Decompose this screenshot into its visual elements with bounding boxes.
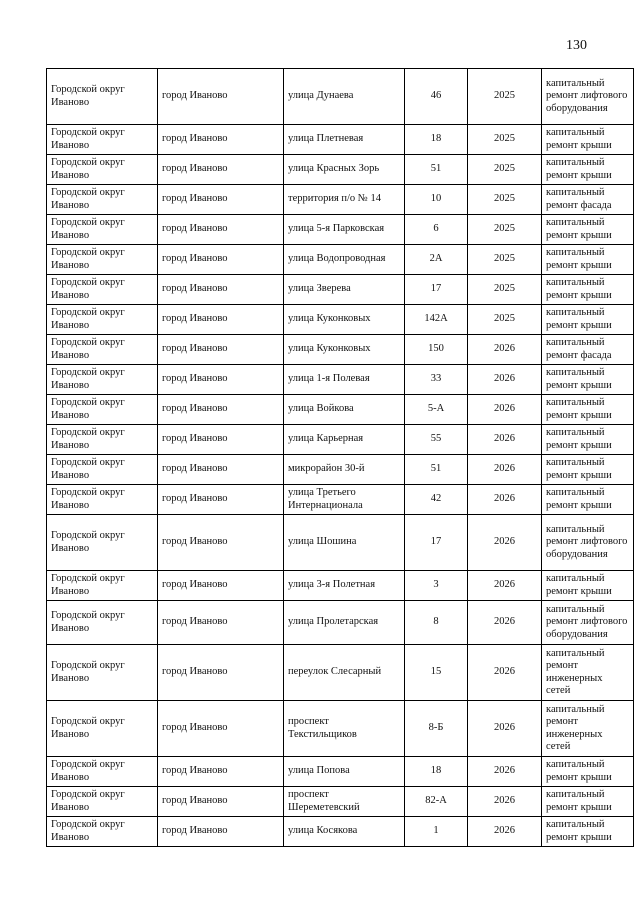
table-row [47, 125, 634, 155]
municipality-cell: Городской округ Иваново [47, 245, 158, 275]
house-number-cell: 18 [405, 125, 468, 155]
house-number-cell: 17 [405, 515, 468, 571]
table-row [47, 485, 634, 515]
municipality-cell: Городской округ Иваново [47, 335, 158, 365]
street-cell: проспект Шереметевский [284, 787, 405, 817]
municipality-cell: Городской округ Иваново [47, 571, 158, 601]
year-cell: 2026 [468, 455, 542, 485]
year-cell: 2026 [468, 645, 542, 701]
house-number-cell: 150 [405, 335, 468, 365]
table-row [47, 69, 634, 125]
municipality-cell: Городской округ Иваново [47, 455, 158, 485]
locality-cell: город Иваново [158, 425, 284, 455]
street-cell: проспект Текстильщиков [284, 701, 405, 757]
street-cell: улица Водопроводная [284, 245, 405, 275]
table-row [47, 701, 634, 757]
house-number-cell: 8 [405, 601, 468, 645]
year-cell: 2026 [468, 365, 542, 395]
table-row [47, 395, 634, 425]
table-row [47, 515, 634, 571]
year-cell: 2025 [468, 125, 542, 155]
house-number-cell: 55 [405, 425, 468, 455]
house-number-cell: 42 [405, 485, 468, 515]
work-type-cell: капитальный ремонт лифтового оборудования [542, 601, 634, 645]
house-number-cell: 51 [405, 455, 468, 485]
work-type-cell: капитальный ремонт крыши [542, 275, 634, 305]
work-type-cell: капитальный ремонт крыши [542, 485, 634, 515]
locality-cell: город Иваново [158, 395, 284, 425]
work-type-cell: капитальный ремонт крыши [542, 787, 634, 817]
municipality-cell: Городской округ Иваново [47, 305, 158, 335]
year-cell: 2026 [468, 571, 542, 601]
locality-cell: город Иваново [158, 245, 284, 275]
house-number-cell: 1 [405, 817, 468, 847]
year-cell: 2026 [468, 335, 542, 365]
year-cell: 2025 [468, 305, 542, 335]
municipality-cell: Городской округ Иваново [47, 365, 158, 395]
work-type-cell: капитальный ремонт фасада [542, 185, 634, 215]
municipality-cell: Городской округ Иваново [47, 425, 158, 455]
municipality-cell: Городской округ Иваново [47, 817, 158, 847]
work-type-cell: капитальный ремонт крыши [542, 571, 634, 601]
work-type-cell: капитальный ремонт крыши [542, 757, 634, 787]
year-cell: 2025 [468, 155, 542, 185]
page-number: 130 [566, 38, 587, 53]
street-cell: переулок Слесарный [284, 645, 405, 701]
street-cell: улица Шошина [284, 515, 405, 571]
table-row [47, 757, 634, 787]
table-row [47, 571, 634, 601]
house-number-cell: 142А [405, 305, 468, 335]
house-number-cell: 8-Б [405, 701, 468, 757]
municipality-cell: Городской округ Иваново [47, 787, 158, 817]
table-row [47, 245, 634, 275]
work-type-cell: капитальный ремонт лифтового оборудования [542, 515, 634, 571]
year-cell: 2025 [468, 245, 542, 275]
street-cell: микрорайон 30-й [284, 455, 405, 485]
house-number-cell: 3 [405, 571, 468, 601]
year-cell: 2026 [468, 425, 542, 455]
year-cell: 2026 [468, 701, 542, 757]
street-cell: улица Попова [284, 757, 405, 787]
locality-cell: город Иваново [158, 275, 284, 305]
locality-cell: город Иваново [158, 155, 284, 185]
table-row [47, 787, 634, 817]
locality-cell: город Иваново [158, 305, 284, 335]
table-row [47, 425, 634, 455]
table-row [47, 185, 634, 215]
locality-cell: город Иваново [158, 817, 284, 847]
work-type-cell: капитальный ремонт крыши [542, 215, 634, 245]
municipality-cell: Городской округ Иваново [47, 515, 158, 571]
table-row [47, 455, 634, 485]
house-number-cell: 6 [405, 215, 468, 245]
table-row [47, 365, 634, 395]
street-cell: улица Дунаева [284, 69, 405, 125]
street-cell: улица Куконковых [284, 305, 405, 335]
table-row [47, 215, 634, 245]
locality-cell: город Иваново [158, 125, 284, 155]
street-cell: улица Зверева [284, 275, 405, 305]
street-cell: улица Косякова [284, 817, 405, 847]
street-cell: улица 5-я Парковская [284, 215, 405, 245]
street-cell: улица Плетневая [284, 125, 405, 155]
work-type-cell: капитальный ремонт инженерных сетей [542, 645, 634, 701]
year-cell: 2026 [468, 601, 542, 645]
house-number-cell: 17 [405, 275, 468, 305]
table-row [47, 601, 634, 645]
table-row [47, 335, 634, 365]
house-number-cell: 2А [405, 245, 468, 275]
work-type-cell: капитальный ремонт крыши [542, 125, 634, 155]
house-number-cell: 46 [405, 69, 468, 125]
municipality-cell: Городской округ Иваново [47, 645, 158, 701]
year-cell: 2025 [468, 69, 542, 125]
year-cell: 2026 [468, 787, 542, 817]
municipality-cell: Городской округ Иваново [47, 185, 158, 215]
house-number-cell: 82-А [405, 787, 468, 817]
municipality-cell: Городской округ Иваново [47, 485, 158, 515]
year-cell: 2026 [468, 757, 542, 787]
work-type-cell: капитальный ремонт крыши [542, 245, 634, 275]
year-cell: 2026 [468, 395, 542, 425]
year-cell: 2026 [468, 515, 542, 571]
table-row [47, 817, 634, 847]
locality-cell: город Иваново [158, 701, 284, 757]
street-cell: улица Карьерная [284, 425, 405, 455]
house-number-cell: 5-А [405, 395, 468, 425]
table-row [47, 305, 634, 335]
municipality-cell: Городской округ Иваново [47, 155, 158, 185]
locality-cell: город Иваново [158, 455, 284, 485]
street-cell: улица Третьего Интернационала [284, 485, 405, 515]
locality-cell: город Иваново [158, 215, 284, 245]
municipality-cell: Городской округ Иваново [47, 395, 158, 425]
locality-cell: город Иваново [158, 787, 284, 817]
work-type-cell: капитальный ремонт крыши [542, 305, 634, 335]
year-cell: 2025 [468, 275, 542, 305]
locality-cell: город Иваново [158, 69, 284, 125]
work-type-cell: капитальный ремонт крыши [542, 365, 634, 395]
street-cell: улица 1-я Полевая [284, 365, 405, 395]
locality-cell: город Иваново [158, 571, 284, 601]
work-type-cell: капитальный ремонт фасада [542, 335, 634, 365]
work-type-cell: капитальный ремонт крыши [542, 455, 634, 485]
street-cell: территория п/о № 14 [284, 185, 405, 215]
locality-cell: город Иваново [158, 757, 284, 787]
locality-cell: город Иваново [158, 365, 284, 395]
table-row [47, 155, 634, 185]
work-type-cell: капитальный ремонт инженерных сетей [542, 701, 634, 757]
work-type-cell: капитальный ремонт лифтового оборудования [542, 69, 634, 125]
street-cell: улица Войкова [284, 395, 405, 425]
year-cell: 2026 [468, 817, 542, 847]
work-type-cell: капитальный ремонт крыши [542, 425, 634, 455]
work-type-cell: капитальный ремонт крыши [542, 817, 634, 847]
municipality-cell: Городской округ Иваново [47, 215, 158, 245]
municipality-cell: Городской округ Иваново [47, 701, 158, 757]
year-cell: 2026 [468, 485, 542, 515]
table-row [47, 275, 634, 305]
locality-cell: город Иваново [158, 601, 284, 645]
municipality-cell: Городской округ Иваново [47, 275, 158, 305]
house-number-cell: 10 [405, 185, 468, 215]
house-number-cell: 18 [405, 757, 468, 787]
street-cell: улица Куконковых [284, 335, 405, 365]
year-cell: 2025 [468, 185, 542, 215]
street-cell: улица Красных Зорь [284, 155, 405, 185]
year-cell: 2025 [468, 215, 542, 245]
locality-cell: город Иваново [158, 185, 284, 215]
house-number-cell: 15 [405, 645, 468, 701]
house-number-cell: 51 [405, 155, 468, 185]
housing-repair-table [46, 68, 634, 847]
locality-cell: город Иваново [158, 515, 284, 571]
house-number-cell: 33 [405, 365, 468, 395]
table-row [47, 645, 634, 701]
street-cell: улица 3-я Полетная [284, 571, 405, 601]
municipality-cell: Городской округ Иваново [47, 69, 158, 125]
municipality-cell: Городской округ Иваново [47, 757, 158, 787]
work-type-cell: капитальный ремонт крыши [542, 395, 634, 425]
locality-cell: город Иваново [158, 485, 284, 515]
municipality-cell: Городской округ Иваново [47, 125, 158, 155]
locality-cell: город Иваново [158, 645, 284, 701]
work-type-cell: капитальный ремонт крыши [542, 155, 634, 185]
street-cell: улица Пролетарская [284, 601, 405, 645]
municipality-cell: Городской округ Иваново [47, 601, 158, 645]
locality-cell: город Иваново [158, 335, 284, 365]
